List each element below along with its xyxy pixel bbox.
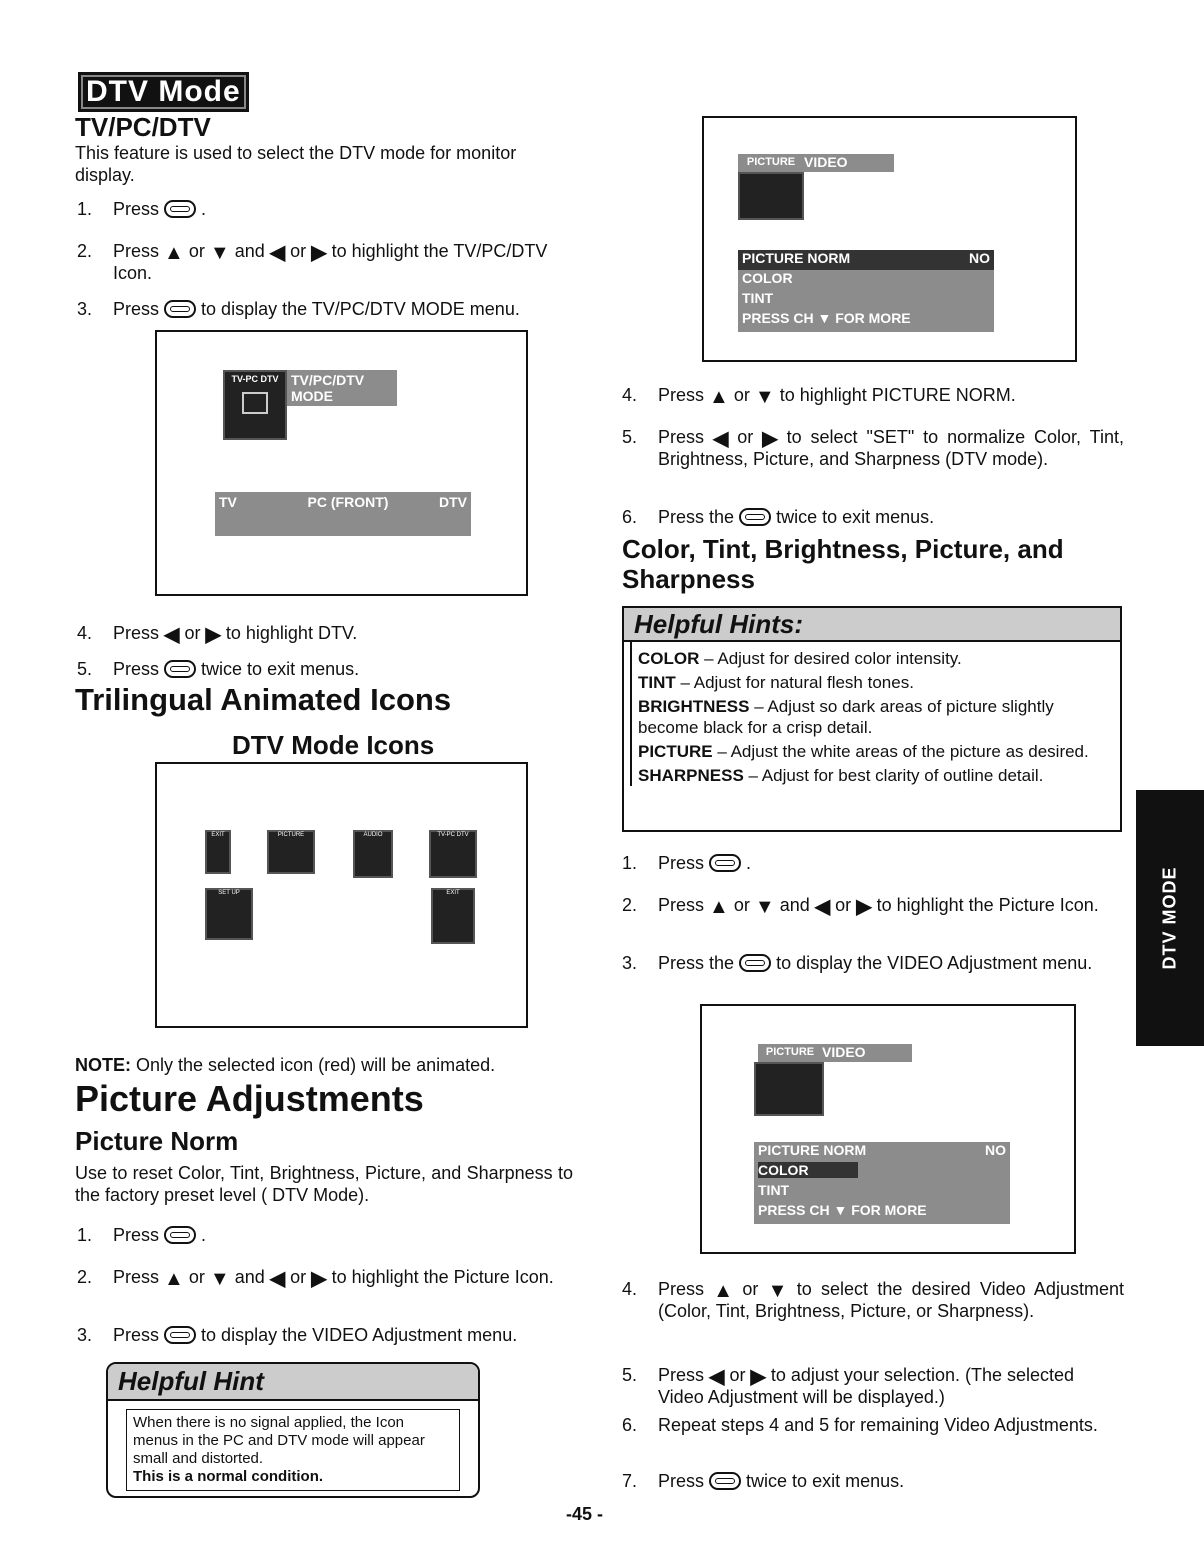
step-text: to highlight the TV/PC/DTV Icon. — [113, 241, 548, 283]
step-text: twice to exit menus. — [776, 507, 935, 527]
exit-icon: EXIT — [205, 830, 231, 874]
tab-picture[interactable]: PICTURE — [738, 154, 804, 172]
step-text: to display the VIDEO Adjustment menu. — [776, 953, 1093, 973]
section-banner: DTV Mode — [78, 72, 249, 112]
menu-row-picture-norm[interactable] — [754, 1142, 1010, 1162]
step-text: or — [737, 427, 754, 447]
picture-norm-title: Picture Norm — [75, 1126, 239, 1156]
vol-left-icon: ◀ — [269, 242, 286, 264]
step-text: to display the TV/PC/DTV MODE menu. — [201, 299, 520, 319]
step-text: Press — [113, 1267, 160, 1287]
step-text: Press — [113, 199, 160, 219]
step-text: Press — [658, 427, 705, 447]
step-text: twice to exit menus. — [746, 1471, 905, 1491]
ch-down-icon: ▼ — [209, 1268, 230, 1290]
row-label: PICTURE NORM — [758, 1142, 867, 1158]
dtv-icons-title: DTV Mode Icons — [232, 730, 435, 760]
video-menu-screenshot-1 — [702, 116, 1077, 362]
picture-icon — [738, 172, 804, 220]
ch-down-icon: ▼ — [767, 1280, 788, 1302]
tv-pc-dtv-icon: TV-PC DTV — [429, 830, 477, 878]
hints-title: Helpful Hints: — [624, 608, 1120, 642]
row-label: PICTURE NORM — [742, 250, 851, 266]
trilingual-title: Trilingual Animated Icons — [75, 682, 452, 717]
step-text: Press — [658, 895, 705, 915]
vol-right-icon: ▶ — [750, 1366, 766, 1388]
step-text: or — [188, 1267, 205, 1287]
step-text: Repeat steps 4 and 5 for remaining Video Adjustments. — [658, 1415, 1098, 1435]
step-number: 3. — [77, 299, 93, 319]
action-button-icon — [164, 1326, 196, 1344]
step-f6 — [622, 1414, 1124, 1458]
step-text: and — [234, 1267, 265, 1287]
row-color[interactable]: COLOR — [758, 1162, 858, 1178]
step-number: 1. — [77, 1225, 93, 1245]
step-number: 4. — [622, 385, 638, 405]
step-number: 3. — [77, 1325, 93, 1345]
step-text: to select the desired Video Adjustment (Color, Tint, Brightness, Picture, or Sharpness). — [658, 1279, 1124, 1321]
vol-left-icon: ◀ — [269, 1268, 286, 1290]
tab-picture[interactable]: PICTURE — [758, 1044, 822, 1062]
vol-right-icon: ▶ — [311, 1268, 327, 1290]
action-button-icon — [709, 854, 741, 872]
step-text: to highlight DTV. — [225, 623, 358, 643]
tab-video[interactable]: VIDEO — [822, 1044, 912, 1062]
step-text: to adjust your selection. (The selected Video Adjustment will be displayed.) — [658, 1365, 1075, 1407]
tv-pc-dtv-icon — [223, 370, 287, 440]
menu-rows — [738, 270, 994, 332]
vol-left-icon: ◀ — [709, 1366, 725, 1388]
step-text: or — [184, 623, 201, 643]
menu-row-picture-norm[interactable] — [738, 250, 994, 270]
hint-bold: This is a normal condition. — [133, 1468, 324, 1485]
action-button-icon — [164, 660, 196, 678]
row-color[interactable]: COLOR — [742, 270, 793, 286]
vol-left-icon: ◀ — [814, 896, 831, 918]
vol-right-icon: ▶ — [205, 624, 221, 646]
step-text: Press — [113, 1225, 160, 1245]
tab-video[interactable]: VIDEO — [804, 154, 894, 172]
row-tint[interactable]: TINT — [758, 1182, 790, 1198]
step-number: 4. — [77, 623, 93, 643]
hint-brightness: BRIGHTNESS – Adjust so dark areas of picture slightly become black for a crisp detail. — [638, 697, 1054, 737]
ch-up-icon: ▲ — [713, 1280, 734, 1302]
note — [75, 1054, 495, 1076]
step-c2 — [77, 1266, 577, 1310]
step-text: Press — [658, 853, 705, 873]
row-value: NO — [985, 1142, 1006, 1158]
action-button-icon — [164, 200, 196, 218]
note-label: NOTE: — [75, 1055, 131, 1075]
option-pc-front[interactable]: PC (FRONT) — [307, 494, 389, 510]
ch-down-icon: ▼ — [754, 896, 775, 918]
exit-icon-2: EXIT — [431, 888, 475, 944]
step-number: 2. — [77, 1267, 93, 1287]
step-text: to select "SET" to normalize Color, Tint, Brightness, Picture, and Sharpness (DTV mode). — [658, 427, 1124, 469]
step-text: and — [779, 895, 810, 915]
step-f5 — [622, 1364, 1124, 1408]
step-text: and — [234, 241, 265, 261]
mode-options-bar — [215, 492, 471, 536]
step-text: Press — [113, 659, 160, 679]
step-text: or — [290, 241, 307, 261]
option-dtv[interactable]: DTV — [439, 494, 467, 510]
step-text: to highlight the Picture Icon. — [331, 1267, 554, 1287]
step-text: or — [188, 241, 205, 261]
hint-color: COLOR – Adjust for desired color intensity. — [638, 649, 962, 668]
step-text: or — [729, 1365, 746, 1385]
step-text: to highlight the Picture Icon. — [876, 895, 1099, 915]
intro-text: This feature is used to select the DTV mode for monitor display. — [75, 143, 517, 185]
helpful-hints-box — [622, 606, 1122, 832]
step-text: Press — [658, 1279, 705, 1299]
step-number: 6. — [622, 1415, 638, 1435]
step-number: 5. — [622, 1365, 638, 1385]
step-text: to display the VIDEO Adjustment menu. — [201, 1325, 518, 1345]
ch-down-icon: ▼ — [209, 242, 230, 264]
step-text: Press — [658, 1365, 705, 1385]
step-number: 6. — [622, 507, 638, 527]
picture-icon — [754, 1062, 824, 1116]
picture-icon: PICTURE — [267, 830, 315, 874]
step-text: or — [742, 1279, 759, 1299]
step-text: Press — [113, 1325, 160, 1345]
vol-left-icon: ◀ — [712, 428, 729, 450]
step-text: or — [733, 895, 750, 915]
ch-up-icon: ▲ — [709, 896, 729, 918]
action-button-icon — [164, 300, 196, 318]
step-text: Press — [113, 299, 160, 319]
step-text: or — [290, 1267, 307, 1287]
vol-right-icon: ▶ — [311, 242, 327, 264]
step-text: Press — [113, 241, 160, 261]
setup-icon: SET UP — [205, 888, 253, 940]
hint-text: When there is no signal applied, the Icon menus in the PC and DTV mode will appear small and distorted. — [133, 1414, 425, 1467]
action-button-icon — [709, 1472, 741, 1490]
row-value: NO — [969, 250, 990, 266]
step-number: 5. — [77, 659, 93, 679]
action-button-icon — [739, 954, 771, 972]
step-f4 — [622, 1278, 1124, 1344]
cbt-title: Color, Tint, Brightness, Picture, and Sharpness — [622, 534, 1064, 594]
step-text: Press — [658, 385, 705, 405]
step-number: 5. — [622, 427, 638, 447]
step-text: Press — [658, 1471, 705, 1491]
ch-up-icon: ▲ — [164, 1268, 184, 1290]
step-number: 1. — [622, 853, 638, 873]
step-text: Press the — [658, 953, 735, 973]
vol-right-icon: ▶ — [856, 896, 872, 918]
action-button-icon — [164, 1226, 196, 1244]
picture-adjustments-title: Picture Adjustments — [75, 1078, 424, 1119]
audio-icon: AUDIO — [353, 830, 393, 878]
step-text: or — [733, 385, 750, 405]
icon-label: TV-PC DTV — [231, 374, 279, 384]
step-text: to highlight PICTURE NORM. — [779, 385, 1016, 405]
ch-up-icon: ▲ — [709, 386, 729, 408]
step-text: Press the — [658, 507, 735, 527]
step-number: 2. — [622, 895, 638, 915]
ch-up-icon: ▲ — [164, 242, 184, 264]
step-d5 — [622, 426, 1124, 492]
step-number: 1. — [77, 199, 93, 219]
row-tint[interactable]: TINT — [742, 290, 774, 306]
tvpcdtv-title: TV/PC/DTV — [75, 112, 211, 142]
vol-right-icon: ▶ — [762, 428, 778, 450]
step-number: 7. — [622, 1471, 638, 1491]
menu-rows — [754, 1162, 1010, 1224]
hint-picture: PICTURE – Adjust the white areas of the picture as desired. — [638, 742, 1089, 761]
dtv-mode-side-tab: DTV MODE — [1136, 790, 1204, 1046]
row-more: PRESS CH ▼ FOR MORE — [758, 1202, 927, 1218]
step-e3 — [622, 952, 1124, 996]
vol-left-icon: ◀ — [164, 624, 180, 646]
step-text: or — [835, 895, 852, 915]
helpful-hint-box — [106, 1362, 480, 1498]
dtv-icons-screenshot — [155, 762, 528, 1028]
picture-norm-text: Use to reset Color, Tint, Brightness, Picture, and Sharpness to the factory preset level ( DTV Mode). — [75, 1163, 573, 1205]
video-menu-screenshot-2 — [700, 1004, 1076, 1254]
ch-down-icon: ▼ — [754, 386, 775, 408]
step-number: 2. — [77, 241, 93, 261]
page-number: -45 - — [566, 1504, 604, 1524]
step-a2 — [77, 240, 573, 284]
tvpcdtv-menu-screenshot — [155, 330, 528, 596]
menu-title: TV/PC/DTV MODE — [287, 370, 397, 406]
hint-sharpness: SHARPNESS – Adjust for best clarity of outline detail. — [638, 766, 1044, 785]
step-text: Press — [113, 623, 160, 643]
note-text: Only the selected icon (red) will be animated. — [131, 1055, 496, 1075]
option-tv[interactable]: TV — [219, 494, 237, 510]
step-number: 3. — [622, 953, 638, 973]
action-button-icon — [739, 508, 771, 526]
row-more: PRESS CH ▼ FOR MORE — [742, 310, 911, 326]
step-e2 — [622, 894, 1124, 938]
step-number: 4. — [622, 1279, 638, 1299]
hint-tint: TINT – Adjust for natural flesh tones. — [638, 673, 914, 692]
hint-title: Helpful Hint — [108, 1364, 478, 1401]
step-text: twice to exit menus. — [201, 659, 360, 679]
